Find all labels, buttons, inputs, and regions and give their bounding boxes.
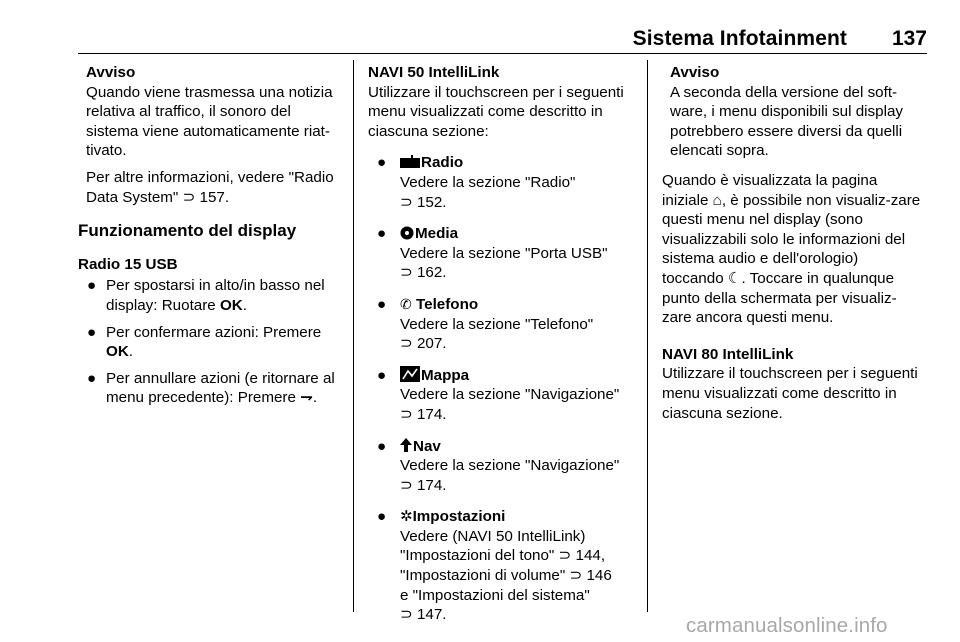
note-body: Quando viene trasmessa una notizia relativa al traffico, il sonoro del sistema viene automaticamente riat-tivato. <box>86 83 333 160</box>
bullet-icon: ● <box>377 437 387 455</box>
column-3 <box>662 63 924 423</box>
column-2 <box>368 63 636 625</box>
menu-label: Impostazioni <box>412 508 506 526</box>
body-paragraph <box>662 171 924 328</box>
list-item <box>368 366 636 425</box>
page-ref-icon: ⊃ <box>400 264 413 282</box>
para-text: . Toccare in qualunque punto della schermata per visualiz-zare ancora questi menu. <box>662 269 897 327</box>
menu-ref: 147. <box>416 606 447 624</box>
menu-ref: 174. <box>416 476 447 494</box>
gear-icon: ✲ <box>400 508 413 526</box>
media-icon <box>400 226 414 240</box>
menu-label: Mappa <box>421 366 470 384</box>
bullet-icon: ● <box>377 225 387 243</box>
sub-title: NAVI 50 IntelliLink <box>368 64 500 81</box>
menu-ref: 152. <box>416 193 447 211</box>
menu-label: Telefono <box>415 295 479 313</box>
menu-desc: Vedere la sezione "Radio" <box>400 173 576 191</box>
sub-title: Radio 15 USB <box>78 255 178 273</box>
list-item <box>78 323 342 362</box>
menu-ref: 146 <box>586 567 612 585</box>
menu-desc: Vedere la sezione "Navigazione" <box>400 457 620 475</box>
menu-desc: Vedere (NAVI 50 IntelliLink) "Impostazioni del tono" <box>400 527 586 565</box>
note-body: A seconda della versione del soft-ware, i menu disponibili sul display potrebbero essere diversi da quelli elencati sopra. <box>670 83 903 160</box>
radio-icon <box>400 155 420 168</box>
page-ref-icon: ⊃ <box>400 476 413 494</box>
bullet-bold: OK <box>106 343 129 361</box>
list-item <box>78 369 342 408</box>
column-divider <box>647 60 648 612</box>
menu-desc: e "Impostazioni del sistema" <box>400 586 590 604</box>
list-item <box>368 437 636 496</box>
note-block <box>78 63 342 207</box>
menu-ref: 144, <box>575 547 606 565</box>
bullet-end: . <box>312 389 318 407</box>
note-title: Avviso <box>86 64 136 81</box>
section-title: Funzionamento del display <box>78 221 297 241</box>
page-ref-icon: ⊃ <box>182 188 196 206</box>
bullet-text: Per confermare azioni: Premere <box>106 323 322 341</box>
menu-ref: 174. <box>416 405 447 423</box>
more-info-text: Per altre informazioni, vedere "Radio Data System" <box>86 168 334 206</box>
note-block <box>662 63 924 161</box>
body-paragraph: Utilizzare il touchscreen per i seguenti menu visualizzati come descritto in ciascuna sezione. <box>662 365 918 422</box>
bullet-end: . <box>128 343 134 361</box>
para-text: , è possibile non visualiz-zare questi menu nel display (sono visualizzabili solo le informazioni del sistema audio e dell'orologio) toccando <box>662 191 921 287</box>
menu-list <box>368 153 636 624</box>
bullet-end: . <box>242 296 247 314</box>
menu-desc: Vedere la sezione "Navigazione" <box>400 386 620 404</box>
page-number: 137 <box>891 27 927 50</box>
bullet-icon: ● <box>87 369 97 387</box>
menu-ref: 207. <box>416 335 447 353</box>
page-header <box>78 27 927 54</box>
sub-title: NAVI 80 IntelliLink <box>662 345 794 363</box>
map-icon <box>400 366 420 382</box>
list-item <box>368 507 636 625</box>
page-ref-icon: ⊃ <box>569 567 583 585</box>
list-item <box>368 153 636 212</box>
bullet-text: Per annullare azioni (e ritornare al menu precedente): Premere <box>106 369 335 407</box>
page-ref-icon: ⊃ <box>400 405 413 423</box>
bullet-bold: OK <box>219 296 243 314</box>
more-info-ref: 157. <box>199 188 230 206</box>
moon-icon: ☾ <box>727 269 742 287</box>
bullet-icon: ● <box>377 295 387 313</box>
column-divider <box>353 60 354 612</box>
menu-label: Nav <box>413 437 441 455</box>
menu-desc: "Impostazioni di volume" <box>400 567 566 585</box>
menu-label: Radio <box>421 154 464 172</box>
page-ref-icon: ⊃ <box>400 606 413 624</box>
list-item <box>78 276 342 315</box>
bullet-icon: ● <box>377 154 387 172</box>
column-1 <box>78 63 342 408</box>
note-title: Avviso <box>670 64 720 81</box>
nav-arrow-icon <box>400 438 412 452</box>
menu-desc: Vedere la sezione "Telefono" <box>400 315 594 333</box>
page-ref-icon: ⊃ <box>558 547 572 565</box>
menu-label: Media <box>415 225 459 243</box>
bullet-icon: ● <box>377 366 387 384</box>
header-title: Sistema Infotainment <box>632 27 847 50</box>
back-arrow-icon: ⇁ <box>300 389 313 407</box>
menu-desc: Vedere la sezione "Porta USB" <box>400 244 608 262</box>
list-item <box>368 224 636 283</box>
page-ref-icon: ⊃ <box>400 193 413 211</box>
bullet-icon: ● <box>87 323 97 341</box>
page-ref-icon: ⊃ <box>400 335 413 353</box>
bullet-text: Per spostarsi in alto/in basso nel display: Ruotare <box>106 277 325 314</box>
watermark: carmanualsonline.info <box>686 614 888 637</box>
bullet-icon: ● <box>377 508 387 526</box>
bullet-icon: ● <box>87 277 97 295</box>
para-text: Quando è visualizzata la pagina iniziale <box>662 171 878 209</box>
menu-ref: 162. <box>416 264 447 282</box>
more-info <box>86 168 342 207</box>
intro-text: Utilizzare il touchscreen per i seguenti menu visualizzati come descritto in ciascuna sezione: <box>368 83 624 140</box>
bullet-list <box>78 276 342 408</box>
home-icon: ⌂ <box>712 191 722 209</box>
phone-icon: ✆ <box>400 295 412 312</box>
list-item <box>368 295 636 354</box>
